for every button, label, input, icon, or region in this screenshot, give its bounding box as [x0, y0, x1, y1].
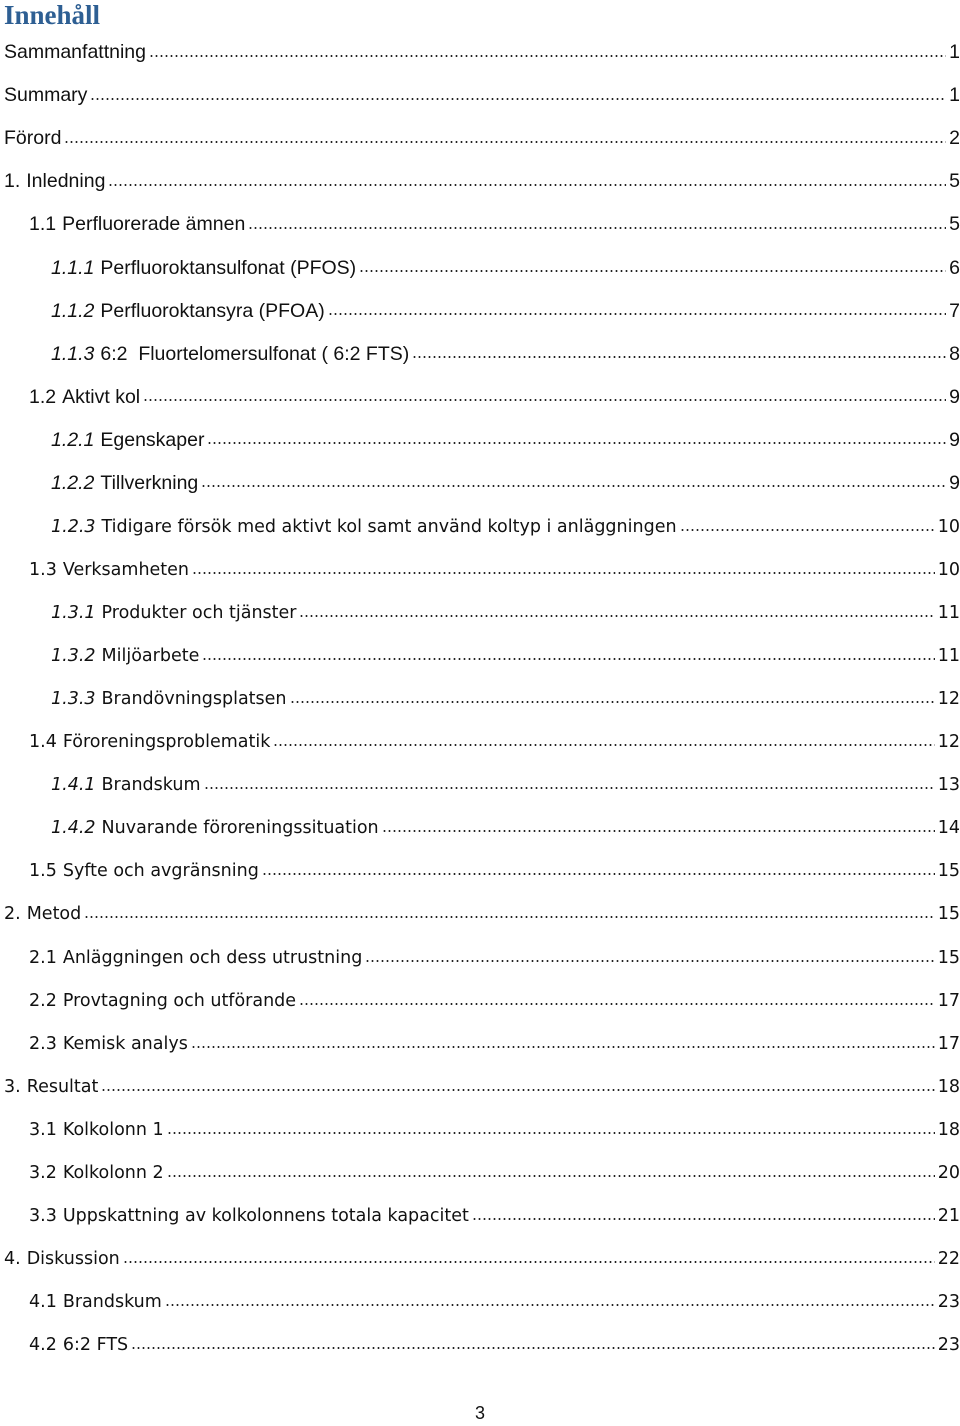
toc-entry-label: Kolkolonn 1	[62, 1119, 164, 1140]
toc-entry-label: Inledning	[26, 170, 106, 193]
toc-entry[interactable]	[0, 1281, 960, 1324]
dot-leader	[290, 701, 935, 703]
toc-entry[interactable]	[0, 850, 960, 893]
toc-entry[interactable]	[0, 462, 960, 505]
toc-entry-page: 12	[937, 688, 960, 709]
toc-entry[interactable]	[0, 893, 960, 936]
toc-heading: Innehåll	[4, 0, 101, 30]
toc-entry-page: 15	[937, 947, 960, 968]
toc-entry-page: 1	[949, 84, 960, 107]
toc-entry-label: Summary	[4, 84, 88, 107]
dot-leader	[108, 184, 946, 186]
toc-entry[interactable]	[0, 203, 960, 246]
toc-entry[interactable]	[0, 290, 960, 333]
toc-entry-number: 4.1	[29, 1292, 57, 1313]
dot-leader	[201, 485, 946, 487]
toc-entry[interactable]	[0, 936, 960, 979]
toc-entry-label: Brandövningsplatsen	[101, 688, 287, 709]
dot-leader	[204, 787, 935, 789]
toc-entry-number: 1.3.1	[51, 602, 96, 623]
dot-leader	[64, 141, 946, 143]
toc-entry-page: 10	[937, 516, 960, 537]
toc-entry-label: Perfluoroktansulfonat (PFOS)	[100, 256, 357, 279]
toc-entry-number: 1.3	[29, 559, 57, 580]
toc-entry-page: 13	[937, 775, 960, 796]
toc-entry-number: 3.	[4, 1076, 21, 1097]
toc-entry[interactable]	[0, 591, 960, 634]
toc-entry-label: Perfluoroktansyra (PFOA)	[100, 299, 325, 322]
toc-entry-number: 1.3.2	[51, 645, 96, 666]
toc-entry-number: 1.2.1	[51, 428, 95, 451]
toc-entry-number: 1.4.2	[51, 818, 96, 839]
toc-entry-label: 6:2 Fluortelomersulfonat ( 6:2 FTS)	[100, 342, 410, 365]
toc-entry-number: 1.3.3	[51, 688, 96, 709]
toc-entry-label: Tillverkning	[100, 471, 199, 494]
toc-entry-page: 17	[937, 1033, 960, 1054]
toc-entry-page: 22	[937, 1249, 960, 1270]
toc-entry[interactable]	[0, 979, 960, 1022]
toc-entry-page: 23	[937, 1292, 960, 1313]
dot-leader	[328, 313, 946, 315]
toc-entry-page: 7	[949, 299, 960, 322]
dot-leader	[207, 442, 946, 444]
toc-entry-page: 17	[937, 990, 960, 1011]
dot-leader	[101, 1089, 934, 1091]
toc-entry[interactable]	[0, 807, 960, 850]
toc-entry[interactable]	[0, 721, 960, 764]
toc-entry-label: Egenskaper	[100, 428, 205, 451]
dot-leader	[167, 1132, 935, 1134]
toc-entry-page: 20	[937, 1162, 960, 1183]
toc-entry[interactable]	[0, 333, 960, 376]
toc-entry-label: Aktivt kol	[62, 385, 141, 408]
toc-entry-label: Syfte och avgränsning	[62, 861, 259, 882]
dot-leader	[412, 356, 946, 358]
toc-entry[interactable]	[0, 31, 960, 74]
dot-leader	[299, 1003, 935, 1005]
dot-leader	[472, 1218, 935, 1220]
toc-entry[interactable]	[0, 1108, 960, 1151]
toc-entry-page: 5	[949, 213, 960, 236]
toc-entry[interactable]	[0, 505, 960, 548]
toc-entry-page: 18	[937, 1119, 960, 1140]
toc-entry[interactable]	[0, 376, 960, 419]
toc-entry-page: 14	[937, 818, 960, 839]
toc-entry-page: 15	[937, 861, 960, 882]
toc-entry-number: 1.4.1	[51, 775, 96, 796]
toc-entry[interactable]	[0, 1065, 960, 1108]
toc-entry-number: 3.2	[29, 1162, 57, 1183]
toc-entry[interactable]	[0, 1324, 960, 1367]
toc-entry-label: Produkter och tjänster	[101, 602, 297, 623]
dot-leader	[192, 572, 935, 574]
toc-entry-label: Tidigare försök med aktivt kol samt använd koltyp i anläggningen	[101, 516, 677, 537]
toc-entry-number: 4.2	[29, 1335, 57, 1356]
toc-entry[interactable]	[0, 634, 960, 677]
toc-entry-label: Verksamheten	[62, 559, 190, 580]
toc-entry-number: 1.	[4, 170, 21, 193]
toc-entry-number: 1.2.2	[51, 471, 95, 494]
toc-entry[interactable]	[0, 74, 960, 117]
toc-entry-page: 23	[937, 1335, 960, 1356]
dot-leader	[359, 270, 946, 272]
toc-entry-number: 2.	[4, 904, 21, 925]
dot-leader	[382, 830, 935, 832]
toc-entry-number: 2.3	[29, 1033, 57, 1054]
dot-leader	[680, 529, 935, 531]
toc-entry-number: 3.3	[29, 1206, 57, 1227]
toc-entry-label: Diskussion	[26, 1249, 120, 1270]
toc-entry-label: Resultat	[26, 1076, 99, 1097]
dot-leader	[299, 615, 934, 617]
toc-entry-number: 3.1	[29, 1119, 57, 1140]
toc-entry[interactable]	[0, 1195, 960, 1238]
toc-entry-label: Miljöarbete	[101, 645, 200, 666]
toc-entry[interactable]	[0, 1238, 960, 1281]
toc-entry-label: Metod	[26, 904, 82, 925]
dot-leader	[365, 960, 934, 962]
toc-entry-label: Brandskum	[101, 775, 201, 796]
toc-entry-label: Anläggningen och dess utrustning	[62, 947, 363, 968]
toc-entry-number: 1.1	[29, 213, 57, 236]
toc-entry-page: 15	[937, 904, 960, 925]
toc-entry[interactable]	[0, 1022, 960, 1065]
dot-leader	[202, 658, 934, 660]
toc-entry-page: 6	[949, 256, 960, 279]
toc-entry-label: Provtagning och utförande	[62, 990, 297, 1011]
dot-leader	[273, 744, 934, 746]
toc-entry-page: 11	[937, 645, 960, 666]
toc-entry-number: 2.1	[29, 947, 57, 968]
toc-entry-label: Uppskattning av kolkolonnens totala kapacitet	[62, 1206, 469, 1227]
dot-leader	[84, 916, 934, 918]
dot-leader	[248, 227, 946, 229]
toc-entry-page: 11	[937, 602, 960, 623]
dot-leader	[131, 1347, 935, 1349]
toc-entry-number: 1.4	[29, 732, 57, 753]
toc-entry-page: 18	[937, 1076, 960, 1097]
toc-entry-label: Föroreningsproblematik	[62, 732, 271, 753]
toc-entry-number: 4.	[4, 1249, 21, 1270]
toc-entry-label: Perfluorerade ämnen	[62, 213, 246, 236]
toc-entry-number: 2.2	[29, 990, 57, 1011]
dot-leader	[149, 55, 946, 57]
toc-entry-page: 10	[937, 559, 960, 580]
toc-entry-page: 5	[949, 170, 960, 193]
toc-entry-label: Kemisk analys	[62, 1033, 188, 1054]
toc-entry-page: 21	[937, 1206, 960, 1227]
dot-leader	[262, 873, 935, 875]
toc-entry-page: 9	[949, 385, 960, 408]
toc-entry-label: Kolkolonn 2	[62, 1162, 164, 1183]
page-number: 3	[474, 1403, 485, 1423]
dot-leader	[167, 1175, 935, 1177]
toc-entry-number: 1.1.2	[51, 299, 95, 322]
toc-entry-page: 9	[949, 428, 960, 451]
toc-entry-number: 1.5	[29, 861, 57, 882]
dot-leader	[90, 98, 946, 100]
toc-entry-label: 6:2 FTS	[62, 1335, 129, 1356]
toc-entry[interactable]	[0, 160, 960, 203]
toc-entry-number: 1.1.3	[51, 342, 95, 365]
toc-entry-label: Brandskum	[62, 1292, 162, 1313]
toc-entry-page: 12	[937, 732, 960, 753]
toc-entry[interactable]	[0, 1151, 960, 1194]
toc-entry[interactable]	[0, 764, 960, 807]
toc-entry-number: 1.2.3	[51, 516, 96, 537]
toc-entry-label: Sammanfattning	[4, 41, 146, 64]
toc-entry-page: 9	[949, 471, 960, 494]
toc-entry[interactable]	[0, 246, 960, 289]
toc-entry-number: 1.2	[29, 385, 57, 408]
toc-entry[interactable]	[0, 548, 960, 591]
table-of-contents	[0, 31, 960, 1367]
dot-leader	[143, 399, 946, 401]
toc-entry-page: 2	[949, 127, 960, 150]
toc-entry-number: 1.1.1	[51, 256, 95, 279]
toc-entry-page: 8	[949, 342, 960, 365]
toc-entry[interactable]	[0, 419, 960, 462]
toc-entry-label: Nuvarande föroreningssituation	[101, 818, 379, 839]
toc-entry[interactable]	[0, 677, 960, 720]
dot-leader	[165, 1304, 935, 1306]
toc-entry-page: 1	[949, 41, 960, 64]
toc-entry-label: Förord	[4, 127, 62, 150]
dot-leader	[191, 1046, 935, 1048]
dot-leader	[123, 1261, 935, 1263]
toc-entry[interactable]	[0, 117, 960, 160]
